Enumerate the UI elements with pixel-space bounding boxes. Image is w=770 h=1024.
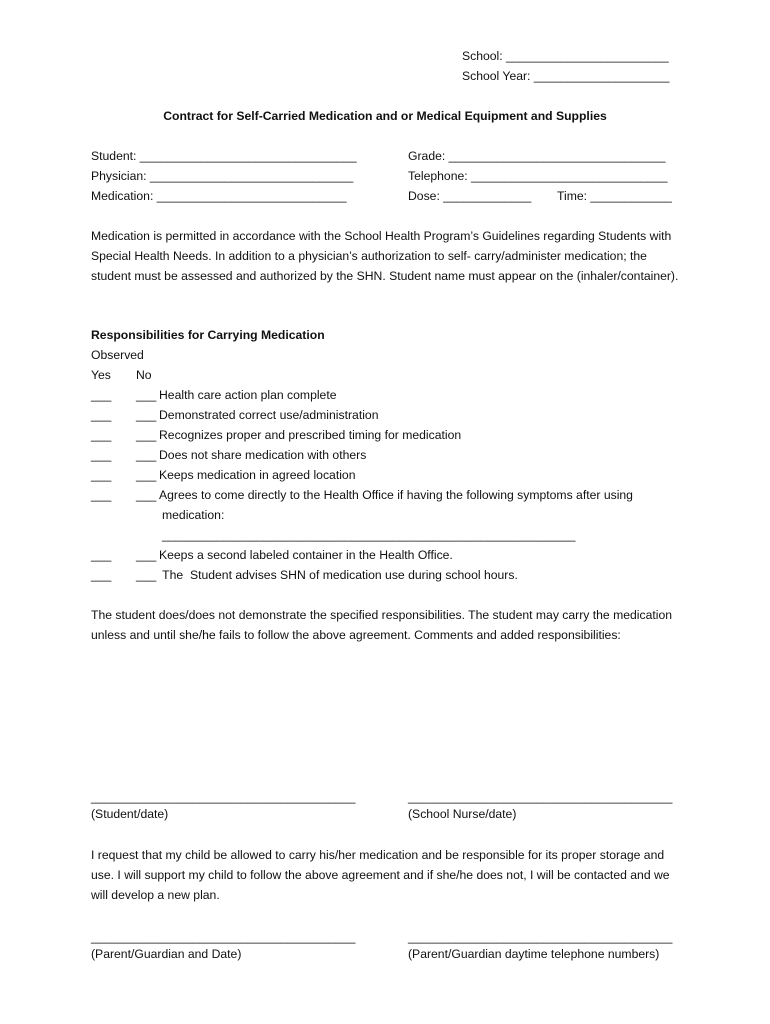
statement-paragraph: The student does/does not demonstrate the specified responsibilities. The student may carry the medication unless and until she/he fails to follow the above agreement. Comments and added responsibilities:	[91, 608, 673, 642]
nurse-signature-label: (School Nurse/date)	[408, 807, 517, 821]
yes-blank: ___	[91, 388, 112, 402]
no-blank: ___	[136, 428, 157, 442]
yes-blank: ___	[91, 488, 112, 502]
medication-field: Medication: ____________________________	[91, 189, 347, 203]
telephone-field: Telephone: _____________________________	[408, 169, 668, 183]
no-blank: ___	[136, 468, 157, 482]
responsibility-item-continuation: medication:	[162, 508, 225, 522]
yes-blank: ___	[91, 568, 112, 582]
student-field: Student: ________________________________	[91, 149, 357, 163]
no-blank: ___	[136, 548, 157, 562]
no-label: No	[136, 368, 152, 382]
page-title: Contract for Self-Carried Medication and or Medical Equipment and Supplies	[163, 109, 607, 123]
responsibility-item: The Student advises SHN of medication use during school hours.	[159, 568, 518, 582]
observed-label: Observed	[91, 348, 144, 362]
responsibility-item: Does not share medication with others	[159, 448, 367, 462]
responsibility-item: Keeps a second labeled container in the Health Office.	[159, 548, 453, 562]
no-blank: ___	[136, 408, 157, 422]
yes-blank: ___	[91, 448, 112, 462]
yes-blank: ___	[91, 548, 112, 562]
student-signature-label: (Student/date)	[91, 807, 169, 821]
school-year-field: School Year: ____________________	[462, 69, 670, 83]
responsibility-item: Recognizes proper and prescribed timing for medication	[159, 428, 462, 442]
responsibility-item: Agrees to come directly to the Health Office if having the following symptoms after using	[159, 488, 633, 502]
nurse-signature-line: _______________________________________	[408, 790, 673, 804]
parent-signature-label: (Parent/Guardian and Date)	[91, 947, 242, 961]
school-field: School: ________________________	[462, 49, 669, 63]
no-blank: ___	[136, 568, 157, 582]
dose-field: Dose: _____________	[408, 189, 532, 203]
yes-blank: ___	[91, 428, 112, 442]
responsibilities-heading: Responsibilities for Carrying Medication	[91, 328, 325, 342]
no-blank: ___	[136, 448, 157, 462]
grade-field: Grade: ________________________________	[408, 149, 666, 163]
yes-label: Yes	[91, 368, 111, 382]
no-blank: ___	[136, 488, 157, 502]
parent-signature-line: _______________________________________	[91, 930, 356, 944]
time-field: Time: ____________	[557, 189, 672, 203]
yes-blank: ___	[91, 468, 112, 482]
responsibility-item: Keeps medication in agreed location	[159, 468, 356, 482]
parent-phone-label: (Parent/Guardian daytime telephone numbers)	[408, 947, 660, 961]
responsibility-item: Demonstrated correct use/administration	[159, 408, 379, 422]
no-blank: ___	[136, 388, 157, 402]
yes-blank: ___	[91, 408, 112, 422]
parent-phone-line: _______________________________________	[408, 930, 673, 944]
responsibility-item: Health care action plan complete	[159, 388, 337, 402]
symptoms-line: _____________________________________________________________	[162, 528, 576, 542]
intro-paragraph: Medication is permitted in accordance with the School Health Program’s Guidelines regarding Students with Special Health Needs. In addition to a physician’s authorization to self- carry/administer medication; the student must be assessed and authorized by the SHN. Student name must appear on the (inhaler/container).	[91, 229, 679, 283]
physician-field: Physician: ______________________________	[91, 169, 354, 183]
parent-request-paragraph: I request that my child be allowed to carry his/her medication and be responsible for its proper storage and use. I will support my child to follow the above agreement and if she/he does not, I will be contacted and we will develop a new plan.	[91, 848, 670, 902]
student-signature-line: _______________________________________	[91, 790, 356, 804]
